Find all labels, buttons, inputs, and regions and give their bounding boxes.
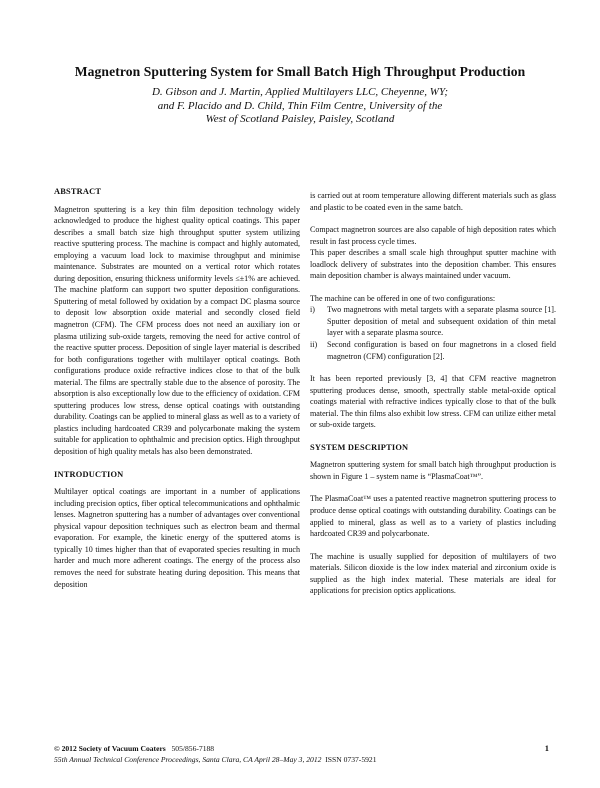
copyright-text: © 2012 Society of Vacuum Coaters xyxy=(54,744,166,753)
abstract-heading: ABSTRACT xyxy=(54,187,102,196)
author-line: D. Gibson and J. Martin, Applied Multilayers LLC, Cheyenne, WY; xyxy=(151,86,449,98)
system-description-heading: SYSTEM DESCRIPTION xyxy=(310,442,409,452)
paragraph-machine-description: This paper describes a small scale high throughput sputter machine with loadlock delivery of substrates into the deposition chamber. This ensures main deposition chamber is always maintained under vacuum. xyxy=(310,248,556,281)
list-item xyxy=(310,304,556,339)
copyright-line xyxy=(54,743,214,754)
abstract-text: Magnetron sputtering is a key thin film deposition technology widely acknowledged to produce the highest quality optical coatings. This paper describes a small batch size high throughput sputter system utilizing reactive sputtering process. The machine is compact and highly automated, employing a vacuum load lock to maximise throughput and minimise maintenance. Substrates are mounted on a vertical rotor which rotates during deposition, ensuring thickness uniformity levels ≤±1% are achieved. The machine platform can support two sputter deposition configurations. Sputtering of metal followed by oxidation by a compact DC plasma source to deposit low absorption oxide material and secondly closed field magnetron (CFM). The CFM process does not need an auxiliary ion or plasma utilizing sub-oxide targets, removing the need for active control of the reactive sputter process. Deposition of single layer material is described for both configurations together with multilayer optical coatings. Both configurations produce oxide refractive indices close to that of the bulk material. The films are spectrally stable due to the absence of porosity. The absorption is also exceptionally low due to the efficiency of oxidation. CFM sputtering produces low stress, dense optical coatings with outstanding durability. Coatings can be applied to mineral glass as well as to a variety of plastics including hardcoated CR39 and polycarbonate making the system suitable for application to ophthalmic and precision optics. High throughput deposition of high quality metals has also been demonstrated. xyxy=(54,204,300,457)
paragraph-cfm-reported: It has been reported previously [3, 4] that CFM reactive magnetron sputtering produces dense, smooth, spectrally stable metal-oxide optical coatings material with refractive indices typically close to that of the bulk material. The thin films also exhibit low stress. CFM can utilize either metal or sub-oxide targets. xyxy=(310,374,556,430)
issn-text: ISSN 0737-5921 xyxy=(325,755,377,764)
right-column xyxy=(310,190,556,597)
phone-number: 505/856-7188 xyxy=(171,744,215,753)
left-column xyxy=(54,186,300,590)
list-item-text: Two magnetrons with metal targets with a separate plasma source [1]. Sputter deposition of metal and subsequent oxidation of thin metal layer with a separate plasma source. xyxy=(327,305,556,338)
proceedings-line xyxy=(54,754,377,765)
paragraph-deposition-rates: Compact magnetron sources are also capable of high deposition rates which result in fast process cycle times. xyxy=(310,225,556,246)
system-paragraph-3: The machine is usually supplied for deposition of multilayers of two materials. Silicon dioxide is the low index material and zirconium oxide is supplied as the high index material. These materials are ideal for applications for precision optics applications. xyxy=(310,551,556,596)
author-line: and F. Placido and D. Child, Thin Film Centre, University of the xyxy=(157,99,443,112)
paragraph-configurations: The machine can be offered in one of two configurations: xyxy=(310,293,496,303)
author-block xyxy=(90,86,510,127)
configuration-list xyxy=(310,304,556,362)
system-paragraph-2: The PlasmaCoat™ uses a patented reactive magnetron sputtering process to produce dense optical coatings with outstanding durability. Coatings can be applied to mineral, glass as well as to a variety of plastics including hardcoated CR39 and polycarbonate. xyxy=(310,494,556,539)
introduction-heading: INTRODUCTION xyxy=(54,469,124,479)
introduction-text: Multilayer optical coatings are important in a number of applications including precision optics, fiber optical telecommunications and ophthalmic lenses. Magnetron sputtering has a number of advantages over conventional physical vapour deposition techniques such as electron beam and thermal evaporation. For example, the kinetic energy of the sputtered atoms is typically 10 times higher than that of evaporated species resulting in much harder and much more adherent coatings. The energy of the process also removes the need for substrate heating during deposition. This means that deposition xyxy=(54,487,300,589)
list-marker: ii) xyxy=(310,340,318,350)
page-footer xyxy=(54,743,549,765)
author-line: West of Scotland Paisley, Paisley, Scotland xyxy=(205,113,395,126)
paper-title: Magnetron Sputtering System for Small Batch High Throughput Production xyxy=(74,64,526,79)
page-number: 1 xyxy=(544,743,549,753)
list-marker: i) xyxy=(310,305,315,315)
list-item-text: Second configuration is based on four magnetrons in a closed field magnetron (CFM) configuration [2]. xyxy=(327,340,556,361)
system-paragraph-1: Magnetron sputtering system for small batch high throughput production is shown in Figure 1 – system name is “PlasmaCoat™”. xyxy=(310,460,556,481)
list-item xyxy=(310,339,556,362)
introduction-continued: is carried out at room temperature allowing different materials such as glass and plastic to be coated even in the same batch. xyxy=(310,191,556,212)
proceedings-text: 55th Annual Technical Conference Proceedings, Santa Clara, CA April 28–May 3, 2012 xyxy=(54,755,322,764)
